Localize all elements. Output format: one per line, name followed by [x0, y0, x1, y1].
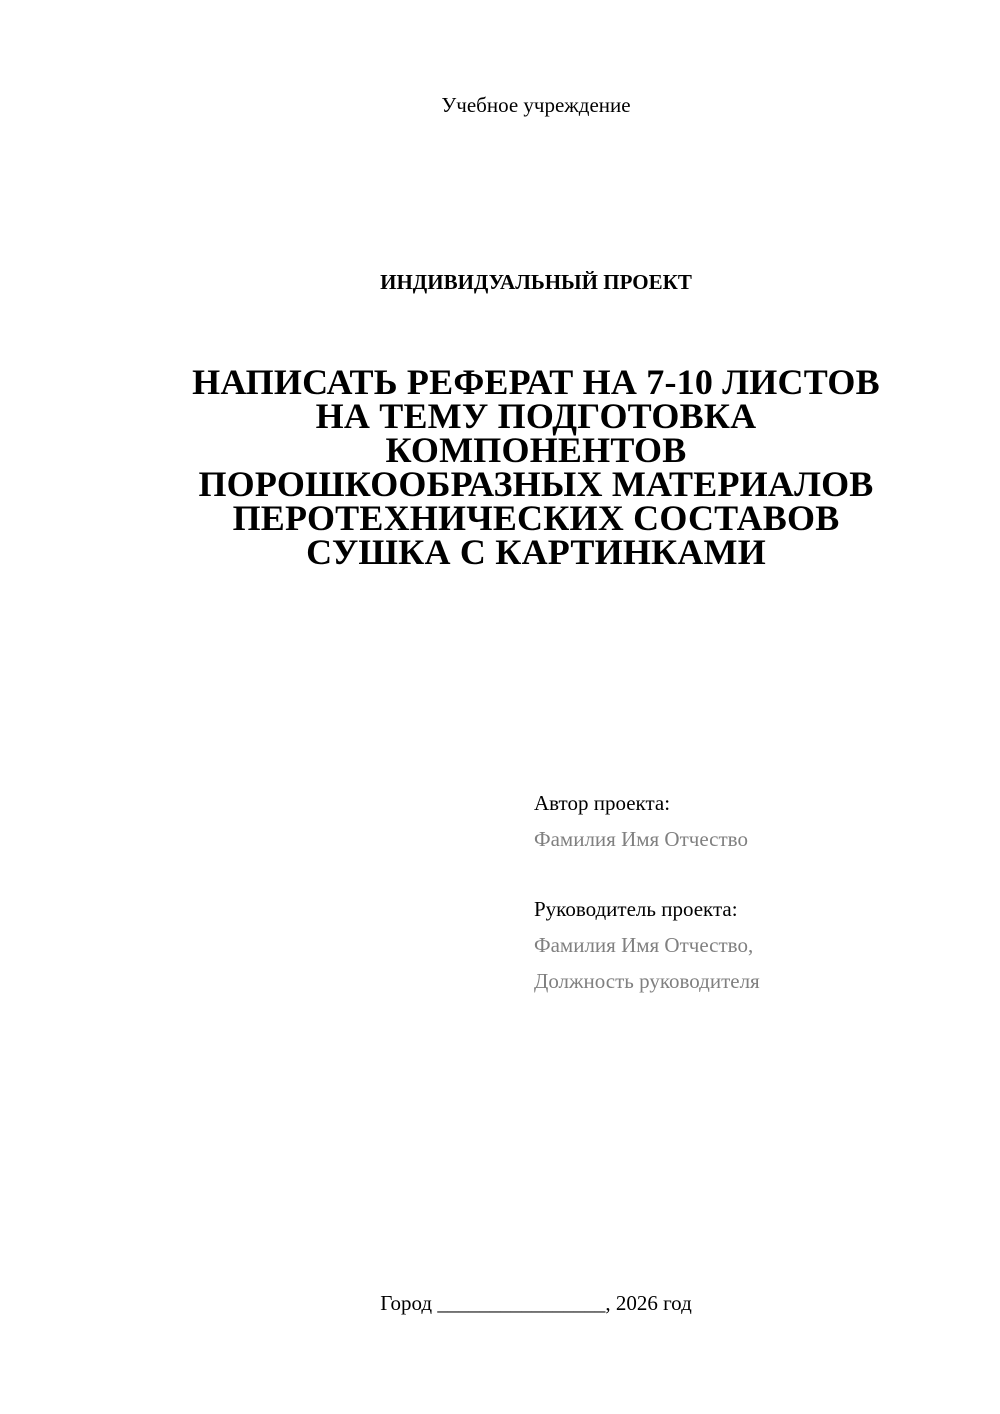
project-title-line: СУШКА С КАРТИНКАМИ [306, 532, 766, 572]
city-year-line: Город ________________, 2026 год [380, 1291, 692, 1315]
author-block [534, 785, 974, 857]
project-title-line: КОМПОНЕНТОВ [385, 430, 687, 470]
supervisor-name: Фамилия Имя Отчество, [534, 933, 754, 957]
project-title-line: ПОРОШКООБРАЗНЫХ МАТЕРИАЛОВ [198, 464, 874, 504]
author-name: Фамилия Имя Отчество [534, 827, 748, 851]
supervisor-block [534, 891, 974, 999]
supervisor-position: Должность руководителя [534, 969, 760, 993]
project-type: ИНДИВИДУАЛЬНЫЙ ПРОЕКТ [380, 270, 692, 294]
author-label: Автор проекта: [534, 791, 671, 815]
project-title-line: НА ТЕМУ ПОДГОТОВКА [315, 396, 757, 436]
supervisor-label: Руководитель проекта: [534, 897, 738, 921]
project-title-line: НАПИСАТЬ РЕФЕРАТ НА 7-10 ЛИСТОВ [192, 362, 880, 402]
institution-name: Учебное учреждение [441, 93, 631, 117]
project-title-line: ПЕРОТЕХНИЧЕСКИХ СОСТАВОВ [232, 498, 840, 538]
project-title [136, 362, 936, 572]
